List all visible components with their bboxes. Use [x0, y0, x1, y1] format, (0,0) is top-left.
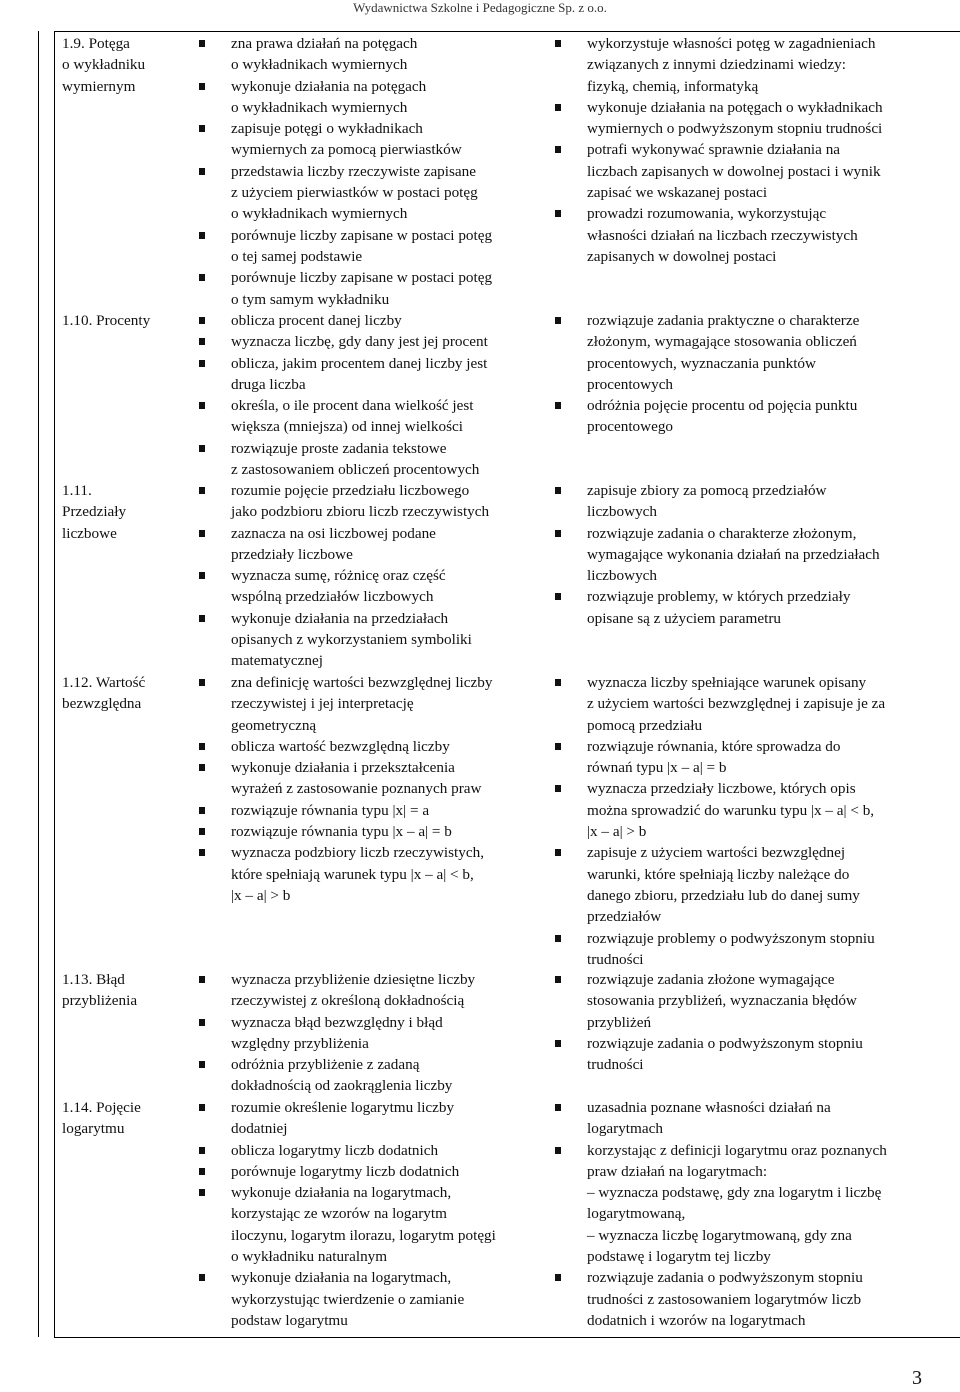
text-line: |x – a| > b [587, 823, 647, 841]
text-line: o wykładnikach wymiernych [231, 56, 408, 74]
text-line: wyrażeń z zastosowanie poznanych praw [231, 780, 482, 798]
text-line: procentowych [587, 375, 674, 393]
text-line: przedstawia liczby rzeczywiste zapisane [231, 162, 476, 180]
text-line: praw działań na logarytmach: [587, 1162, 768, 1180]
text-line: równań typu |x – a| = b [587, 759, 727, 777]
text-line: danego zbioru, przedziału lub do danej sumy [587, 886, 860, 904]
requirement-item [199, 842, 594, 906]
requirement-item [199, 353, 594, 396]
text-line: przybliżeń [587, 1013, 652, 1031]
text-line: trudności [587, 950, 644, 968]
square-bullet-icon [555, 402, 561, 409]
text-line: fizyką, chemią, informatyką [587, 77, 759, 95]
extended-requirements-list [554, 310, 959, 438]
text-line: jako podzbioru zbioru liczb rzeczywistych [231, 503, 490, 521]
requirement-item [199, 1267, 594, 1331]
topic-cell [62, 310, 182, 331]
text-line: rzeczywistej i jej interpretację [231, 695, 414, 713]
extended-requirements-list [554, 672, 959, 970]
text-line: prowadzi rozumowania, wykorzystując [587, 205, 827, 223]
requirement-item [554, 33, 959, 97]
text-line: porównuje liczby zapisane w postaci potęg [231, 226, 493, 244]
requirement-item [199, 1012, 594, 1055]
text-line: zaznacza na osi liczbowej podane [231, 524, 436, 542]
text-line: oblicza logarytmy liczb dodatnich [231, 1141, 439, 1159]
text-line: rozwiązuje zadania praktyczne o charakterze [587, 312, 860, 329]
square-bullet-icon [555, 40, 561, 47]
text-line: logarytmach [587, 1120, 663, 1138]
square-bullet-icon [555, 593, 561, 600]
requirement-item [199, 1182, 594, 1267]
text-line: zapisanych w dowolnej postaci [587, 247, 777, 265]
text-line: o wykładnikach wymiernych [231, 205, 408, 223]
square-bullet-icon [199, 1168, 205, 1175]
text-line: opisanych z wykorzystaniem symboliki [231, 631, 472, 649]
square-bullet-icon [555, 530, 561, 537]
requirement-item [554, 203, 959, 267]
text-line: zna prawa działań na potęgach [231, 35, 418, 52]
square-bullet-icon [555, 1040, 561, 1047]
square-bullet-icon [199, 487, 205, 494]
basic-requirements-list [199, 969, 594, 1097]
text-line: |x – a| > b [231, 886, 291, 904]
square-bullet-icon [199, 445, 205, 452]
text-line: z użyciem pierwiastków w postaci potęg [231, 184, 478, 202]
text-line: które spełniają warunek typu |x – a| < b, [231, 865, 474, 883]
text-line: zna definicję wartości bezwzględnej liczby [231, 674, 493, 691]
square-bullet-icon [199, 1189, 205, 1196]
square-bullet-icon [199, 125, 205, 132]
text-line: rozwiązuje równania, które sprowadza do [587, 737, 841, 755]
text-line: wykonuje działania na potęgach [231, 77, 427, 95]
text-line: wyznacza podzbiory liczb rzeczywistych, [231, 844, 485, 862]
text-line: rozwiązuje zadania o charakterze złożonym, [587, 524, 857, 542]
square-bullet-icon [199, 1061, 205, 1068]
text-line: – wyznacza podstawę, gdy zna logarytm i liczbę [587, 1184, 882, 1202]
requirement-item [199, 1161, 594, 1182]
requirement-item [199, 438, 594, 481]
text-line: określa, o ile procent dana wielkość jest [231, 397, 474, 415]
text-line: pomocą przedziału [587, 716, 703, 734]
requirement-item [199, 267, 594, 310]
text-line: geometryczną [231, 716, 317, 734]
text-line: trudności z zastosowaniem logarytmów liczb [587, 1290, 862, 1308]
text-line: przedziały liczbowe [231, 545, 353, 563]
extended-requirements-list [554, 33, 959, 267]
text-line: rozumie pojęcie przedziału liczbowego [231, 482, 470, 499]
text-line: zapisać we wskazanej postaci [587, 184, 768, 202]
text-line: wymiernym [62, 77, 136, 95]
square-bullet-icon [555, 743, 561, 750]
text-line: zapisuje z użyciem wartości bezwzględnej [587, 844, 846, 862]
text-line: trudności [587, 1056, 644, 1074]
text-line: korzystając ze wzorów na logarytm [231, 1205, 447, 1223]
text-line: iloczynu, logarytm ilorazu, logarytm potęgi [231, 1226, 496, 1244]
requirement-item [554, 928, 959, 971]
square-bullet-icon [199, 764, 205, 771]
text-line: logarytmowaną, [587, 1205, 686, 1223]
margin-rule [38, 31, 39, 1337]
square-bullet-icon [199, 1019, 205, 1026]
square-bullet-icon [199, 828, 205, 835]
text-line: opisane są z użyciem parametru [587, 609, 781, 627]
text-line: wykonuje działania na potęgach o wykładnikach [587, 98, 883, 116]
text-line: porównuje logarytmy liczb dodatnich [231, 1162, 460, 1180]
requirement-item [199, 161, 594, 225]
basic-requirements-list [199, 1097, 594, 1331]
text-line: korzystając z definicji logarytmu oraz poznanych [587, 1141, 887, 1159]
text-line: wykonuje działania na przedziałach [231, 609, 449, 627]
text-line: wyznacza przybliżenie dziesiętne liczby [231, 971, 476, 988]
topic-cell [62, 672, 182, 715]
text-line: druga liczba [231, 375, 306, 393]
text-line: odróżnia przybliżenie z zadaną [231, 1056, 420, 1074]
requirement-item [554, 1140, 959, 1268]
requirement-item [554, 969, 959, 1033]
requirement-item [554, 97, 959, 140]
text-line: rozwiązuje równania typu |x| = a [231, 801, 430, 819]
text-line: związanych z innymi dziedzinami wiedzy: [587, 56, 846, 74]
text-line: względny przybliżenia [231, 1034, 369, 1052]
requirement-item [199, 523, 594, 566]
text-line: wymagające wykonania działań na przedziałach [587, 545, 880, 563]
text-line: rozumie określenie logarytmu liczby [231, 1099, 455, 1116]
text-line: dokładnością od zaokrąglenia liczby [231, 1077, 453, 1095]
square-bullet-icon [199, 615, 205, 622]
text-line: 1.9. Potęga [62, 35, 130, 52]
text-line: wyznacza błąd bezwzględny i błąd [231, 1013, 443, 1031]
square-bullet-icon [199, 976, 205, 983]
text-line: podstaw logarytmu [231, 1311, 348, 1329]
requirement-item [199, 480, 594, 523]
text-line: Przedziały [62, 503, 127, 521]
text-line: uzasadnia poznane własności działań na [587, 1099, 831, 1116]
requirement-item [554, 778, 959, 842]
text-line: rozwiązuje zadania o podwyższonym stopniu [587, 1034, 863, 1052]
text-line: rozwiązuje proste zadania tekstowe [231, 439, 447, 457]
extended-requirements-list [554, 1097, 959, 1331]
requirement-item [199, 800, 594, 821]
square-bullet-icon [555, 1147, 561, 1154]
requirement-item [554, 672, 959, 736]
text-line: wyznacza liczby spełniające warunek opisany [587, 674, 867, 691]
square-bullet-icon [555, 679, 561, 686]
text-line: o wykładniku naturalnym [231, 1248, 388, 1266]
square-bullet-icon [555, 976, 561, 983]
square-bullet-icon [199, 849, 205, 856]
text-line: wykorzystując twierdzenie o zamianie [231, 1290, 465, 1308]
text-line: wykonuje działania na logarytmach, [231, 1184, 452, 1202]
square-bullet-icon [555, 487, 561, 494]
text-line: wykorzystuje własności potęg w zagadnieniach [587, 35, 876, 52]
publisher-header: Wydawnictwa Szkolne i Pedagogiczne Sp. z o.o. [353, 0, 607, 15]
text-line: dodatniej [231, 1120, 288, 1138]
square-bullet-icon [199, 338, 205, 345]
text-line: zapisuje potęgi o wykładnikach [231, 120, 423, 138]
topic-cell [62, 969, 182, 1012]
square-bullet-icon [199, 572, 205, 579]
requirement-item [199, 565, 594, 608]
square-bullet-icon [555, 785, 561, 792]
text-line: można sprowadzić do warunku typu |x – a| < b, [587, 801, 875, 819]
requirement-item [554, 736, 959, 779]
text-line: o tym samym wykładniku [231, 290, 390, 308]
text-line: o wykładniku [62, 56, 146, 74]
text-line: większa (mniejsza) od innej wielkości [231, 418, 463, 436]
text-line: złożonym, wymagające stosowania obliczeń [587, 333, 857, 351]
requirement-item [554, 480, 959, 523]
requirement-item [554, 842, 959, 927]
text-line: podstawę i logarytm tej liczby [587, 1248, 771, 1266]
requirement-item [199, 1097, 594, 1140]
text-line: oblicza procent danej liczby [231, 312, 402, 329]
basic-requirements-list [199, 672, 594, 906]
requirement-item [199, 1054, 594, 1097]
text-line: wyznacza przedziały liczbowe, których opis [587, 780, 856, 798]
text-line: matematycznej [231, 652, 323, 670]
square-bullet-icon [199, 679, 205, 686]
square-bullet-icon [199, 1104, 205, 1111]
text-line: porównuje liczby zapisane w postaci potęg [231, 269, 493, 287]
text-line: potrafi wykonywać sprawnie działania na [587, 141, 841, 159]
square-bullet-icon [199, 743, 205, 750]
requirement-item [199, 757, 594, 800]
text-line: 1.13. Błąd [62, 971, 125, 988]
requirement-item [199, 76, 594, 119]
table-bottom-border [54, 1337, 960, 1338]
square-bullet-icon [199, 360, 205, 367]
topic-cell [62, 1097, 182, 1140]
text-line: wspólną przedziałów liczbowych [231, 588, 434, 606]
text-line: wykonuje działania na logarytmach, [231, 1269, 452, 1287]
text-line: liczbach zapisanych w dowolnej postaci i wynik [587, 162, 881, 180]
requirement-item [554, 586, 959, 629]
text-line: procentowego [587, 418, 674, 436]
text-line: 1.10. Procenty [62, 312, 151, 329]
text-line: zapisuje zbiory za pomocą przedziałów [587, 482, 827, 499]
text-line: 1.11. [62, 482, 92, 499]
requirement-item [554, 1097, 959, 1140]
text-line: wymiernych za pomocą pierwiastków [231, 141, 462, 159]
text-line: oblicza wartość bezwzględną liczby [231, 737, 450, 755]
text-line: 1.14. Pojęcie [62, 1099, 141, 1116]
text-line: z użyciem wartości bezwzględnej i zapisuje je za [587, 695, 886, 713]
text-line: logarytmu [62, 1120, 125, 1138]
text-line: liczbowe [62, 524, 117, 542]
text-line: wyznacza sumę, różnicę oraz część [231, 567, 446, 585]
text-line: liczbowych [587, 567, 658, 585]
square-bullet-icon [199, 402, 205, 409]
square-bullet-icon [199, 168, 205, 175]
text-line: rzeczywistej z określoną dokładnością [231, 992, 465, 1010]
text-line: z zastosowaniem obliczeń procentowych [231, 461, 480, 479]
text-line: oblicza, jakim procentem danej liczby jest [231, 354, 488, 372]
square-bullet-icon [199, 1147, 205, 1154]
text-line: rozwiązuje problemy o podwyższonym stopniu [587, 929, 875, 947]
requirement-item [199, 118, 594, 161]
topic-cell [62, 480, 182, 544]
page-number: 3 [912, 1367, 922, 1389]
extended-requirements-list [554, 969, 959, 1075]
requirement-item [554, 1267, 959, 1331]
text-line: warunki, które spełniają liczby należące do [587, 865, 850, 883]
requirement-item [554, 1033, 959, 1076]
table-top-border [54, 31, 960, 32]
extended-requirements-list [554, 480, 959, 629]
square-bullet-icon [199, 274, 205, 281]
square-bullet-icon [199, 232, 205, 239]
square-bullet-icon [555, 1274, 561, 1281]
requirement-item [199, 225, 594, 268]
requirement-item [199, 310, 594, 331]
basic-requirements-list [199, 480, 594, 672]
text-line: stosowania przybliżeń, wyznaczania błędów [587, 992, 857, 1010]
square-bullet-icon [555, 210, 561, 217]
text-line: bezwzględna [62, 695, 142, 713]
square-bullet-icon [555, 935, 561, 942]
square-bullet-icon [555, 1104, 561, 1111]
requirement-item [554, 139, 959, 203]
text-line: rozwiązuje zadania złożone wymagające [587, 971, 835, 988]
text-line: dodatnich i wzorów na logarytmach [587, 1311, 806, 1329]
square-bullet-icon [199, 40, 205, 47]
text-line: własności działań na liczbach rzeczywistych [587, 226, 858, 244]
requirement-item [554, 310, 959, 395]
text-line: – wyznacza liczbę logarytmowaną, gdy zna [587, 1226, 852, 1244]
requirement-item [199, 331, 594, 352]
basic-requirements-list [199, 33, 594, 310]
square-bullet-icon [199, 530, 205, 537]
square-bullet-icon [555, 317, 561, 324]
text-line: rozwiązuje równania typu |x – a| = b [231, 823, 452, 841]
square-bullet-icon [199, 1274, 205, 1281]
square-bullet-icon [199, 83, 205, 90]
requirement-item [199, 33, 594, 76]
requirement-item [199, 608, 594, 672]
square-bullet-icon [199, 807, 205, 814]
square-bullet-icon [555, 146, 561, 153]
topic-cell [62, 33, 182, 97]
basic-requirements-list [199, 310, 594, 480]
text-line: o wykładnikach wymiernych [231, 98, 408, 116]
text-line: liczbowych [587, 503, 658, 521]
square-bullet-icon [555, 104, 561, 111]
requirement-item [554, 395, 959, 438]
requirement-item [199, 736, 594, 757]
text-line: 1.12. Wartość [62, 674, 146, 691]
requirement-item [199, 1140, 594, 1161]
square-bullet-icon [555, 849, 561, 856]
text-line: o tej samej podstawie [231, 247, 363, 265]
square-bullet-icon [199, 317, 205, 324]
text-line: odróżnia pojęcie procentu od pojęcia punktu [587, 397, 858, 415]
text-line: procentowych, wyznaczania punktów [587, 354, 816, 372]
text-line: przedziałów [587, 908, 662, 926]
text-line: wyznacza liczbę, gdy dany jest jej procent [231, 333, 488, 351]
text-line: przybliżenia [62, 992, 138, 1010]
requirement-item [199, 821, 594, 842]
requirement-item [554, 523, 959, 587]
requirement-item [199, 969, 594, 1012]
text-line: rozwiązuje zadania o podwyższonym stopniu [587, 1269, 863, 1287]
requirement-item [199, 395, 594, 438]
requirement-item [199, 672, 594, 736]
text-line: rozwiązuje problemy, w których przedziały [587, 588, 851, 606]
text-line: wymiernych o podwyższonym stopniu trudności [587, 120, 883, 138]
text-line: wykonuje działania i przekształcenia [231, 759, 455, 777]
